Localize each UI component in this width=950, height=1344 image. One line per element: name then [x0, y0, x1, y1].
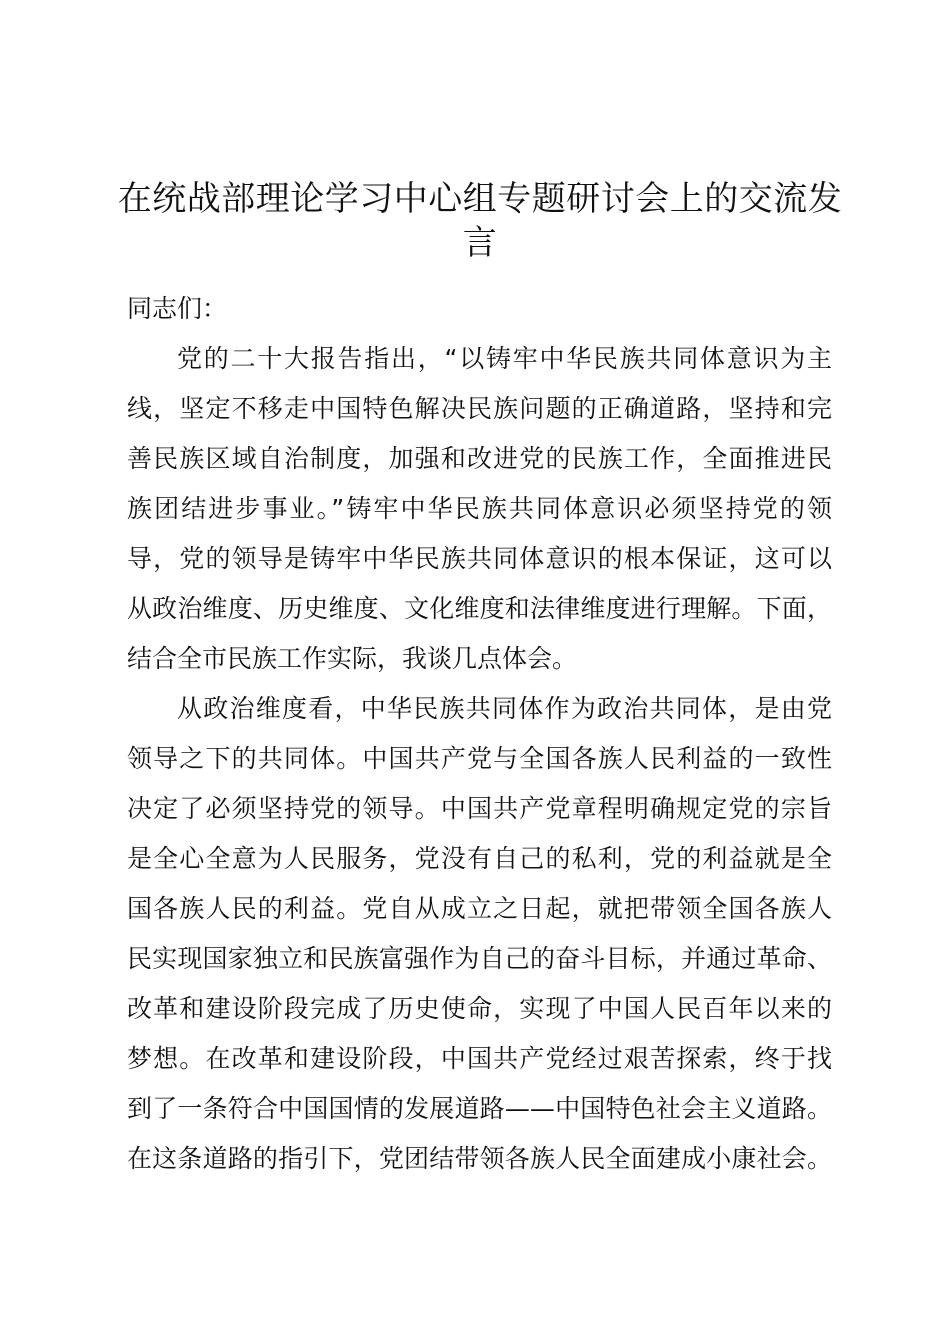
- paragraph-1-line-4: 族团结进步事业。”铸牢中华民族共同体意识必须坚持党的领: [127, 494, 832, 523]
- paragraph-2-line-10: 在这条道路的指引下，党团结带领各族人民全面建成小康社会。: [127, 1144, 832, 1173]
- document-body: [127, 284, 832, 1184]
- paragraph-1-line-2: 线，坚定不移走中国特色解决民族问题的正确道路，坚持和完: [127, 394, 832, 423]
- paragraph-2-line-1: 从政治维度看，中华民族共同体作为政治共同体，是由党: [177, 694, 832, 723]
- paragraph-2-line-7: 改革和建设阶段完成了历史使命，实现了中国人民百年以来的: [127, 994, 832, 1023]
- paragraph-2-line-5: 国各族人民的利益。党自从成立之日起，就把带领全国各族人: [127, 894, 832, 923]
- paragraph-1-line-3: 善民族区域自治制度，加强和改进党的民族工作，全面推进民: [127, 444, 832, 473]
- paragraph-2-line-9: 到了一条符合中国国情的发展道路——中国特色社会主义道路。: [127, 1094, 832, 1123]
- paragraph-2-line-8: 梦想。在改革和建设阶段，中国共产党经过艰苦探索，终于找: [127, 1044, 832, 1073]
- paragraph-1-line-5: 导，党的领导是铸牢中华民族共同体意识的根本保证，这可以: [127, 544, 832, 573]
- paragraph-1-line-6: 从政治维度、历史维度、文化维度和法律维度进行理解。下面，: [127, 594, 832, 623]
- document-title: 在统战部理论学习中心组专题研讨会上的交流发言: [117, 179, 843, 263]
- paragraph-2-line-6: 民实现国家独立和民族富强作为自己的奋斗目标，并通过革命、: [127, 944, 832, 973]
- paragraph-1-line-1: 党的二十大报告指出，“以铸牢中华民族共同体意识为主: [177, 344, 832, 373]
- salutation: 同志们：: [127, 294, 228, 323]
- paragraph-2-line-2: 领导之下的共同体。中国共产党与全国各族人民利益的一致性: [127, 744, 832, 773]
- paragraph-2-line-4: 是全心全意为人民服务，党没有自己的私利，党的利益就是全: [127, 844, 832, 873]
- paragraph-1-line-7: 结合全市民族工作实际，我谈几点体会。: [127, 644, 578, 673]
- paragraph-2-line-3: 决定了必须坚持党的领导。中国共产党章程明确规定党的宗旨: [127, 794, 832, 823]
